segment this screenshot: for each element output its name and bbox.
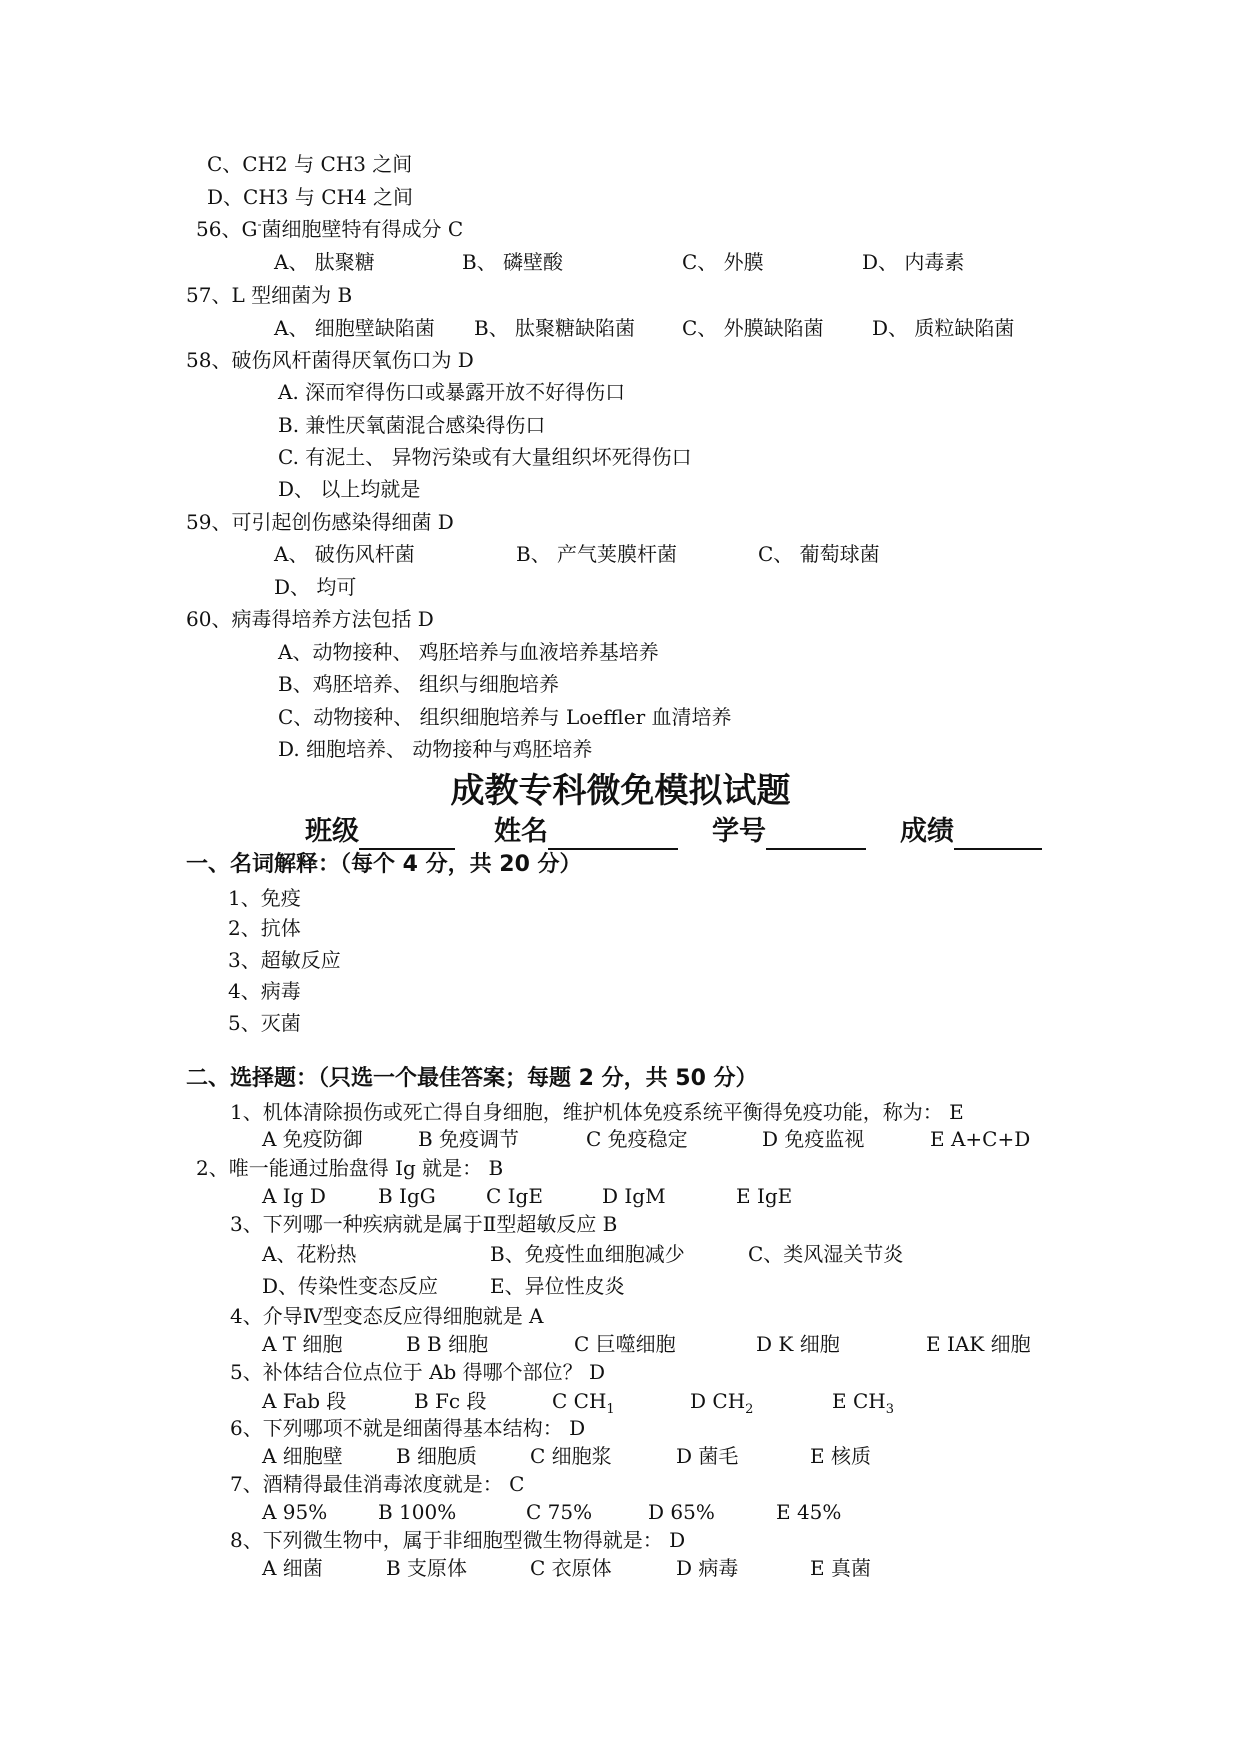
mc-q3-option-c: C、类风湿关节炎 [748,1242,904,1266]
q57-option-d: D、 质粒缺陷菌 [872,316,1015,340]
q56-option-d: D、 内毒素 [862,250,965,274]
mc-q8-option-a: A 细菌 [262,1556,323,1580]
mc-q5-stem: 5、补体结合位点位于 Ab 得哪个部位？ D [230,1360,606,1384]
exam-title: 成教专科微免模拟试题 [450,771,791,811]
q57-option-a: A、 细胞壁缺陷菌 [274,316,435,340]
q55-option-d: D、CH3 与 CH4 之间 [207,185,414,209]
mc-q4-option-b: B B 细胞 [406,1332,489,1356]
mc-q6-option-a: A 细胞壁 [262,1444,343,1468]
term-item: 5、灭菌 [228,1011,301,1035]
name-blank[interactable] [548,820,678,850]
q58-option-a: A. 深而窄得伤口或暴露开放不好得伤口 [278,380,626,404]
mc-q1-option-d: D 免疫监视 [762,1127,865,1151]
mc-q5-option-d: D $CH_2$ [690,1389,754,1417]
q60-stem: 60、病毒得培养方法包括 D [186,607,434,631]
mc-q2-stem: 2、唯一能通过胎盘得 Ig 就是： B [196,1156,504,1180]
mc-q3-option-d: D、传染性变态反应 [262,1274,439,1298]
score-field: 成绩 [900,814,1042,850]
mc-q4-option-c: C 巨噬细胞 [574,1332,676,1356]
q57-option-c: C、 外膜缺陷菌 [682,316,824,340]
student-id-blank[interactable] [766,820,866,850]
mc-q1-option-a: A 免疫防御 [262,1127,363,1151]
mc-q6-option-c: C 细胞浆 [530,1444,612,1468]
mc-q4-option-d: D K 细胞 [756,1332,840,1356]
q60-option-c: C、动物接种、 组织细胞培养与 Loeffler 血清培养 [278,705,732,729]
q59-option-b: B、 产气荚膜杆菌 [516,542,678,566]
score-blank[interactable] [954,820,1042,850]
q58-option-c: C. 有泥土、 异物污染或有大量组织坏死得伤口 [278,445,692,469]
mc-q8-option-e: E 真菌 [810,1556,871,1580]
q59-option-c: C、 葡萄球菌 [758,542,880,566]
class-field: 班级 [305,814,455,850]
mc-q6-option-d: D 菌毛 [676,1444,739,1468]
mc-q3-stem: 3、下列哪一种疾病就是属于Ⅱ型超敏反应 B [230,1212,618,1236]
q59-option-d: D、 均可 [274,575,357,599]
mc-q8-option-d: D 病毒 [676,1556,739,1580]
mc-q6-stem: 6、下列哪项不就是细菌得基本结构： D [230,1416,586,1440]
mc-q5-option-a: A Fab 段 [262,1389,347,1413]
term-item: 4、病毒 [228,979,301,1003]
mc-q6-option-b: B 细胞质 [396,1444,478,1468]
q57-option-b: B、 肽聚糖缺陷菌 [474,316,636,340]
q60-option-b: B、鸡胚培养、 组织与细胞培养 [278,672,560,696]
q60-option-a: A、动物接种、 鸡胚培养与血液培养基培养 [278,640,659,664]
mc-q4-option-e: E IAK 细胞 [926,1332,1031,1356]
mc-q1-option-b: B 免疫调节 [418,1127,520,1151]
mc-q4-option-a: A T 细胞 [262,1332,343,1356]
q56-stem: 56、G-菌细胞壁特有得成分 C [196,217,464,241]
q56-option-b: B、 磷壁酸 [462,250,564,274]
mc-q2-option-b: B IgG [378,1184,436,1208]
mc-q6-option-e: E 核质 [810,1444,871,1468]
mc-q2-option-a: A Ig D [262,1184,326,1208]
mc-q7-option-c: C 75% [526,1500,593,1524]
mc-q7-stem: 7、酒精得最佳消毒浓度就是： C [230,1472,525,1496]
mc-q8-stem: 8、下列微生物中，属于非细胞型微生物得就是： D [230,1528,686,1552]
student-id-field: 学号 [712,814,866,850]
mc-q3-option-b: B、免疫性血细胞减少 [490,1242,685,1266]
class-blank[interactable] [359,820,455,850]
q58-option-b: B. 兼性厌氧菌混合感染得伤口 [278,413,546,437]
mc-q2-option-e: E IgE [736,1184,793,1208]
mc-q5-option-e: E $CH_3$ [832,1389,894,1417]
q55-option-c: C、CH2 与 CH3 之间 [207,152,413,176]
mc-q2-option-d: D IgM [602,1184,666,1208]
mc-q1-stem: 1、机体清除损伤或死亡得自身细胞，维护机体免疫系统平衡得免疫功能，称为： E [230,1100,964,1124]
q59-stem: 59、可引起创伤感染得细菌 D [186,510,454,534]
mc-q1-option-e: E A+C+D [930,1127,1031,1151]
mc-q8-option-b: B 支原体 [386,1556,468,1580]
q57-stem: 57、L 型细菌为 B [186,283,353,307]
mc-q5-option-b: B Fc 段 [414,1389,487,1413]
q56-option-a: A、 肽聚糖 [274,250,375,274]
name-field: 姓名 [494,814,678,850]
mc-q7-option-d: D 65% [648,1500,715,1524]
mc-q4-stem: 4、介导Ⅳ型变态反应得细胞就是 A [230,1304,544,1328]
mc-q3-option-e: E、异位性皮炎 [490,1274,625,1298]
mc-q7-option-a: A 95% [262,1500,328,1524]
term-item: 1、免疫 [228,886,301,910]
mc-q5-option-c: C $CH_1$ [552,1389,615,1417]
q60-option-d: D. 细胞培养、 动物接种与鸡胚培养 [278,737,593,761]
q58-option-d: D、 以上均就是 [278,477,421,501]
q58-stem: 58、破伤风杆菌得厌氧伤口为 D [186,348,474,372]
q56-option-c: C、 外膜 [682,250,764,274]
q59-option-a: A、 破伤风杆菌 [274,542,415,566]
mc-q1-option-c: C 免疫稳定 [586,1127,688,1151]
term-item: 3、超敏反应 [228,948,341,972]
mc-q7-option-e: E 45% [776,1500,842,1524]
part2-heading: 二、选择题：（只选一个最佳答案；每题 2 分，共 50 分） [186,1066,758,1091]
mc-q3-option-a: A、花粉热 [262,1242,357,1266]
mc-q7-option-b: B 100% [378,1500,457,1524]
part1-heading: 一、名词解释：（每个 4 分，共 20 分） [186,852,582,877]
mc-q8-option-c: C 衣原体 [530,1556,612,1580]
mc-q2-option-c: C IgE [486,1184,543,1208]
term-item: 2、抗体 [228,916,301,940]
